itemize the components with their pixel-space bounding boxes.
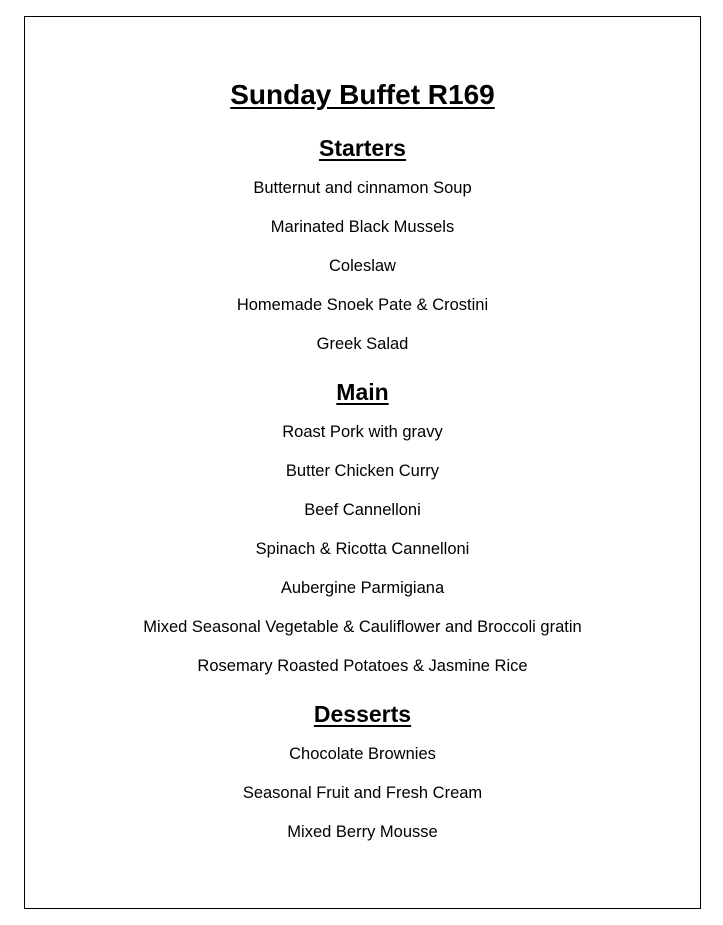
menu-item: Coleslaw <box>329 257 396 275</box>
menu-item: Rosemary Roasted Potatoes & Jasmine Rice <box>197 657 528 675</box>
menu-item: Homemade Snoek Pate & Crostini <box>236 296 489 314</box>
menu-title: Sunday Buffet R169 <box>230 79 495 110</box>
menu-item: Beef Cannelloni <box>304 501 421 519</box>
starters-list <box>24 169 701 364</box>
menu-item: Aubergine Parmigiana <box>280 579 445 597</box>
menu-item: Roast Pork with gravy <box>282 423 443 441</box>
menu-item: Butternut and cinnamon Soup <box>253 179 472 197</box>
main-list <box>24 413 701 686</box>
menu-item: Greek Salad <box>316 335 409 353</box>
section-heading-starters: Starters <box>319 135 406 161</box>
menu-item: Seasonal Fruit and Fresh Cream <box>242 784 483 802</box>
menu-item: Mixed Berry Mousse <box>287 823 438 841</box>
menu-item: Butter Chicken Curry <box>285 462 440 480</box>
menu-item: Marinated Black Mussels <box>270 218 455 236</box>
menu-item: Chocolate Brownies <box>289 745 436 763</box>
menu-document <box>24 16 701 852</box>
menu-item: Spinach & Ricotta Cannelloni <box>255 540 470 558</box>
section-heading-desserts: Desserts <box>313 701 412 727</box>
menu-item: Mixed Seasonal Vegetable & Cauliflower and Broccoli gratin <box>143 618 582 636</box>
desserts-list <box>24 735 701 852</box>
section-heading-main: Main <box>336 379 389 405</box>
